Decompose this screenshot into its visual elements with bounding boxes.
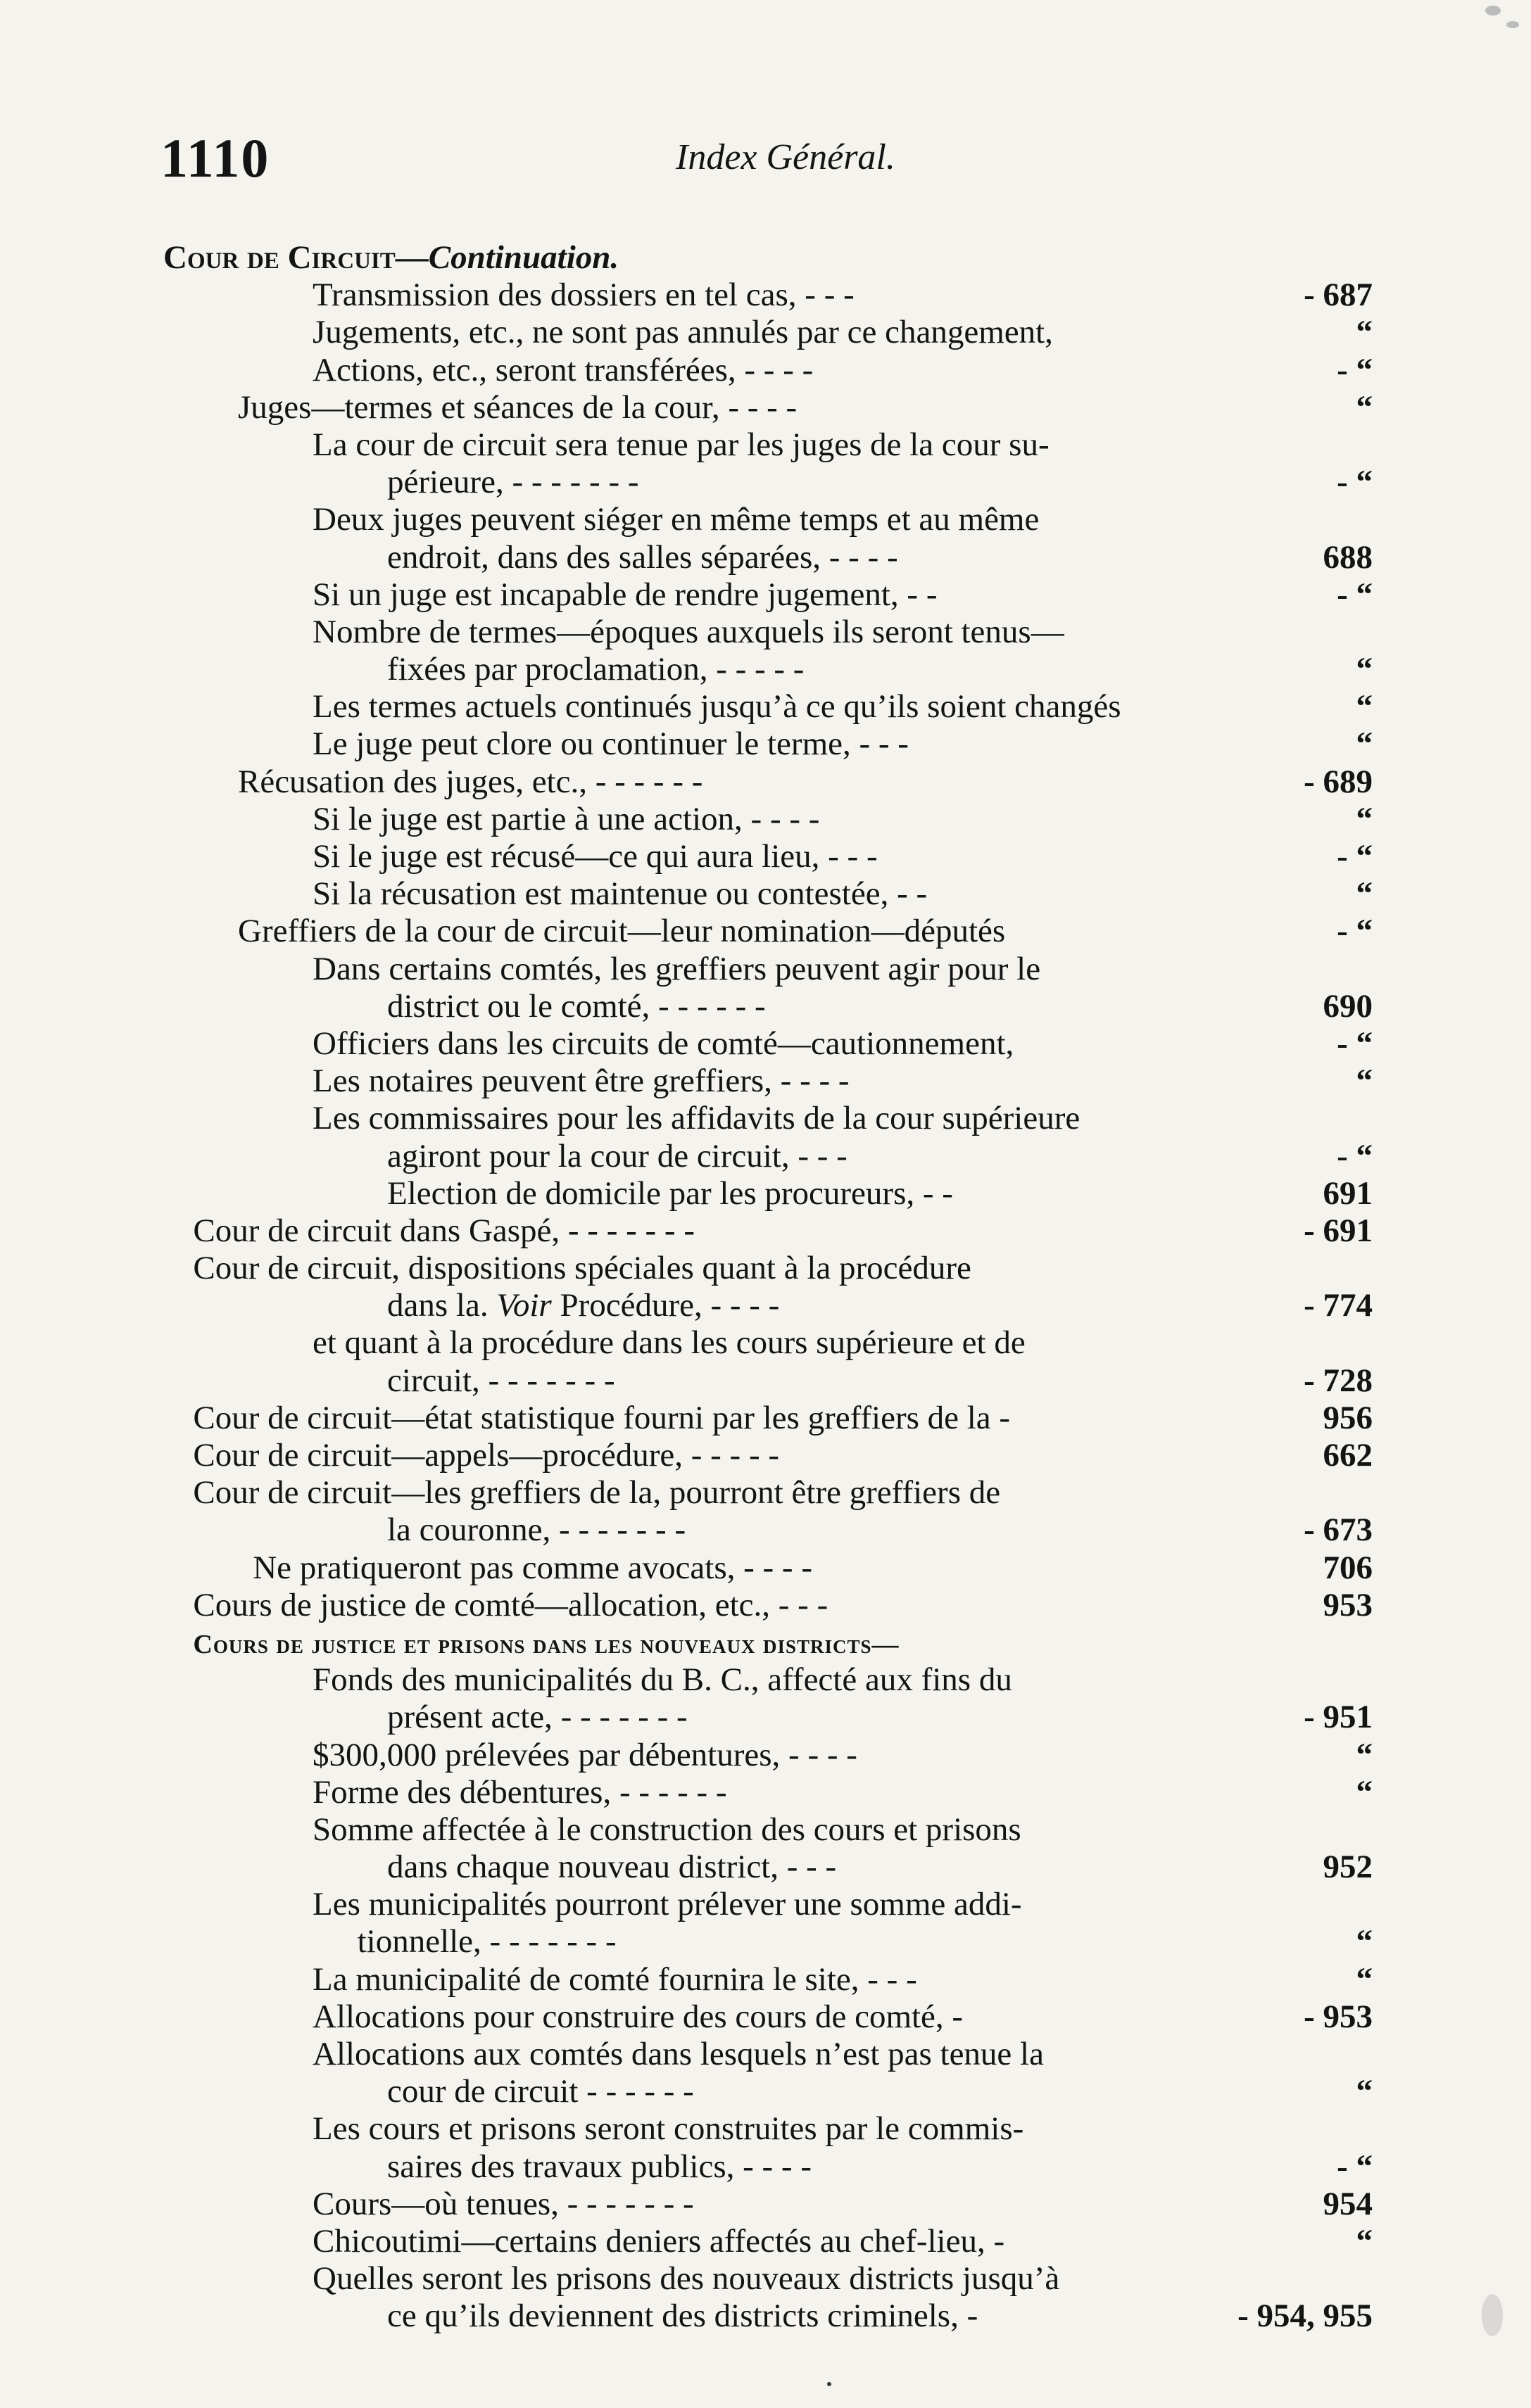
index-entry-text bbox=[313, 875, 927, 913]
index-entry-text bbox=[193, 1437, 779, 1474]
index-entry-text bbox=[387, 651, 804, 688]
speckle bbox=[827, 2382, 831, 2386]
entry-text: périeure, - - - - - - - bbox=[387, 464, 639, 501]
page-reference: - “ bbox=[1337, 913, 1373, 950]
page-reference: 953 bbox=[1323, 1586, 1373, 1623]
index-line bbox=[0, 1287, 1531, 1324]
entry-text: Forme des débentures, - - - - - - bbox=[313, 1773, 727, 1811]
page-header bbox=[0, 127, 1531, 197]
index-entry-text bbox=[193, 1212, 695, 1250]
index-entry-text bbox=[387, 2298, 978, 2335]
index-entry-text bbox=[313, 801, 819, 838]
index-entry-text bbox=[313, 576, 937, 614]
index-line bbox=[0, 277, 1531, 314]
page-reference: - 954, 955 bbox=[1237, 2298, 1373, 2335]
entry-text: district ou le comté, - - - - - - bbox=[387, 987, 766, 1025]
entry-text: tionnelle, - - - - - - - bbox=[357, 1923, 617, 1960]
index-entry-text bbox=[313, 2223, 1004, 2260]
index-entries bbox=[0, 239, 1531, 2336]
index-entry-text bbox=[387, 988, 766, 1025]
entry-text: Les notaires peuvent être greffiers, - - - - bbox=[313, 1063, 850, 1100]
page-reference: - 673 bbox=[1304, 1512, 1373, 1549]
page-number: 1110 bbox=[160, 127, 270, 189]
index-line bbox=[0, 1849, 1531, 1886]
index-line bbox=[0, 1774, 1531, 1811]
page-reference: - “ bbox=[1337, 1025, 1373, 1062]
speckle bbox=[1482, 2294, 1503, 2336]
entry-text: saires des travaux publics, - - - - bbox=[387, 2148, 812, 2185]
entry-text: Ne pratiqueront pas comme avocats, - - - - bbox=[253, 1549, 812, 1586]
entry-text: et quant à la procédure dans les cours supérieure et de bbox=[313, 1324, 1026, 1362]
index-line bbox=[0, 1512, 1531, 1549]
index-line bbox=[0, 725, 1531, 763]
page-reference: 688 bbox=[1323, 538, 1373, 576]
index-line bbox=[0, 2186, 1531, 2223]
entry-text: circuit, - - - - - - - bbox=[387, 1362, 615, 1399]
entry-text: Allocations pour construire des cours de comté, - bbox=[313, 1998, 964, 2035]
index-line bbox=[0, 464, 1531, 501]
index-entry-text bbox=[313, 1998, 963, 2036]
entry-text: Deux juges peuvent siéger en même temps et au même bbox=[313, 501, 1040, 538]
page-reference: - “ bbox=[1337, 351, 1373, 388]
page-reference: - 691 bbox=[1304, 1212, 1373, 1249]
index-entry-text bbox=[313, 1324, 1026, 1362]
page-reference: “ bbox=[1356, 388, 1373, 426]
entry-text: présent acte, - - - - - - - bbox=[387, 1699, 688, 1736]
page-reference: - “ bbox=[1337, 464, 1373, 501]
index-line bbox=[0, 389, 1531, 426]
index-entry-text bbox=[313, 838, 878, 875]
entry-text: Cours de justice de comté—allocation, etc., - - - bbox=[193, 1586, 828, 1623]
index-entry-text bbox=[387, 1287, 779, 1324]
index-line bbox=[0, 1437, 1531, 1474]
index-entry-text bbox=[313, 1063, 850, 1100]
index-entry-text bbox=[387, 1512, 686, 1549]
entry-text: Cour de circuit—état statistique fourni par les greffiers de la - bbox=[193, 1399, 1011, 1436]
page-reference: 690 bbox=[1323, 987, 1373, 1025]
index-entry-text bbox=[313, 1025, 1014, 1063]
entry-italic: Continuation. bbox=[428, 239, 619, 276]
entry-text: Si le juge est récusé—ce qui aura lieu, - - - bbox=[313, 838, 878, 875]
index-line bbox=[0, 2260, 1531, 2298]
page-reference: - 953 bbox=[1304, 1998, 1373, 2035]
entry-text: Jugements, etc., ne sont pas annulés par ce changement, bbox=[313, 314, 1053, 351]
entry-text: Cours—où tenues, - - - - - - - bbox=[313, 2185, 694, 2222]
index-line bbox=[0, 2148, 1531, 2186]
entry-text: endroit, dans des salles séparées, - - - - bbox=[387, 538, 898, 576]
index-entry-text bbox=[238, 389, 797, 426]
index-line bbox=[0, 1474, 1531, 1512]
page-reference: “ bbox=[1356, 2222, 1373, 2260]
index-entry-text bbox=[163, 239, 619, 277]
index-line bbox=[0, 1624, 1531, 1661]
index-line bbox=[0, 1661, 1531, 1699]
index-entry-text bbox=[387, 1849, 836, 1886]
index-line bbox=[0, 1998, 1531, 2036]
entry-text: cour de circuit - - - - - - bbox=[387, 2073, 694, 2110]
entry-text: ce qu’ils deviennent des districts criminels, - bbox=[387, 2298, 978, 2335]
entry-text: Dans certains comtés, les greffiers peuvent agir pour le bbox=[313, 950, 1041, 987]
page-reference: - “ bbox=[1337, 576, 1373, 613]
page-reference: 662 bbox=[1323, 1437, 1373, 1474]
index-entry-text bbox=[238, 913, 1005, 950]
speckle bbox=[1485, 6, 1501, 15]
entry-text: Chicoutimi—certains deniers affectés au chef-lieu, - bbox=[313, 2222, 1005, 2260]
index-line bbox=[0, 614, 1531, 651]
index-entry-text bbox=[313, 2186, 694, 2223]
index-line bbox=[0, 838, 1531, 875]
index-line bbox=[0, 1138, 1531, 1175]
entry-text: la couronne, - - - - - - - bbox=[387, 1512, 686, 1549]
index-entry-text bbox=[313, 725, 909, 763]
index-line bbox=[0, 2223, 1531, 2260]
index-line bbox=[0, 801, 1531, 838]
index-entry-text bbox=[387, 1362, 615, 1400]
entry-text: $300,000 prélevées par débentures, - - - - bbox=[313, 1736, 857, 1773]
entry-text: Le juge peut clore ou continuer le terme, - - - bbox=[313, 725, 909, 763]
entry-text: Election de domicile par les procureurs, - - bbox=[387, 1174, 953, 1212]
entry-text: Cours de justice et prisons dans les nouveaux districts— bbox=[193, 1629, 900, 1659]
index-line bbox=[0, 239, 1531, 277]
index-line bbox=[0, 352, 1531, 389]
index-line bbox=[0, 2110, 1531, 2148]
index-entry-text bbox=[387, 1175, 953, 1212]
page-reference: “ bbox=[1356, 1736, 1373, 1773]
index-entry-text bbox=[313, 614, 1064, 651]
entry-text: Fonds des municipalités du B. C., affecté aux fins du bbox=[313, 1661, 1012, 1699]
entry-text: dans chaque nouveau district, - - - bbox=[387, 1849, 837, 1886]
entry-text: Les municipalités pourront prélever une somme addi- bbox=[313, 1886, 1022, 1923]
index-line bbox=[0, 988, 1531, 1025]
index-entry-text bbox=[387, 1138, 848, 1175]
index-entry-text bbox=[387, 1699, 688, 1736]
index-line bbox=[0, 951, 1531, 988]
index-line bbox=[0, 1923, 1531, 1960]
entry-text: Cour de circuit dans Gaspé, - - - - - - - bbox=[193, 1212, 695, 1249]
entry-text: Officiers dans les circuits de comté—cautionnement, bbox=[313, 1025, 1014, 1062]
entry-text: Récusation des juges, etc., - - - - - - bbox=[238, 763, 703, 800]
entry-text: Nombre de termes—époques auxquels ils seront tenus— bbox=[313, 613, 1064, 650]
page-reference: - “ bbox=[1337, 2148, 1373, 2185]
index-line bbox=[0, 1250, 1531, 1287]
entry-text: La municipalité de comté fournira le site, - - - bbox=[313, 1960, 917, 1998]
page-reference: “ bbox=[1356, 1063, 1373, 1100]
page-reference: 691 bbox=[1323, 1174, 1373, 1212]
index-entry-text bbox=[313, 1886, 1022, 1923]
page-reference: “ bbox=[1356, 1960, 1373, 1998]
index-line bbox=[0, 576, 1531, 614]
entry-text: Les commissaires pour les affidavits de la cour supérieure bbox=[313, 1100, 1080, 1137]
index-line bbox=[0, 913, 1531, 950]
index-entry-text bbox=[387, 2073, 694, 2110]
index-entry-text bbox=[313, 1661, 1012, 1699]
entry-text: La cour de circuit sera tenue par les juges de la cour su- bbox=[313, 426, 1050, 463]
index-line bbox=[0, 539, 1531, 576]
page-reference: - “ bbox=[1337, 838, 1373, 875]
index-entry-text bbox=[313, 1961, 917, 1998]
entry-text: Si un juge est incapable de rendre jugement, - - bbox=[313, 576, 938, 613]
page-reference: - “ bbox=[1337, 1137, 1373, 1174]
page-reference: “ bbox=[1356, 651, 1373, 688]
entry-text: dans la. bbox=[387, 1287, 497, 1324]
index-line bbox=[0, 1811, 1531, 1849]
page-reference: “ bbox=[1356, 875, 1373, 913]
entry-text: Cour de circuit, dispositions spéciales quant à la procédure bbox=[193, 1250, 971, 1287]
index-entry-text bbox=[387, 539, 898, 576]
page-reference: - 687 bbox=[1304, 277, 1373, 314]
page-reference: “ bbox=[1356, 800, 1373, 837]
entry-text: Si le juge est partie à une action, - - - - bbox=[313, 800, 820, 837]
speckle bbox=[1506, 21, 1519, 28]
index-entry-text bbox=[313, 426, 1050, 464]
index-entry-text bbox=[193, 1624, 899, 1664]
index-entry-text bbox=[313, 1737, 857, 1774]
index-entry-text bbox=[193, 1587, 828, 1624]
index-entry-text bbox=[313, 951, 1040, 988]
entry-text: Somme affectée à le construction des cours et prisons bbox=[313, 1811, 1021, 1848]
index-line bbox=[0, 688, 1531, 725]
page-reference: 956 bbox=[1323, 1399, 1373, 1436]
entry-text: Allocations aux comtés dans lesquels n’est pas tenue la bbox=[313, 2036, 1044, 2072]
index-line bbox=[0, 651, 1531, 688]
index-line bbox=[0, 1961, 1531, 1998]
index-line bbox=[0, 1212, 1531, 1250]
index-line bbox=[0, 1362, 1531, 1400]
entry-text: Si la récusation est maintenue ou contestée, - - bbox=[313, 875, 928, 913]
index-line bbox=[0, 1699, 1531, 1736]
index-line bbox=[0, 1063, 1531, 1100]
entry-text: Greffiers de la cour de circuit—leur nomination—députés bbox=[238, 913, 1006, 950]
index-entry-text bbox=[193, 1474, 1000, 1512]
page-reference: “ bbox=[1356, 688, 1373, 725]
page-reference: “ bbox=[1356, 314, 1373, 351]
index-entry-text bbox=[313, 277, 855, 314]
entry-text-after: Procédure, - - - - bbox=[551, 1287, 780, 1324]
entry-text: Actions, etc., seront transférées, - - - - bbox=[313, 351, 814, 388]
entry-text: Les termes actuels continués jusqu’à ce qu’ils soient changés bbox=[313, 688, 1121, 725]
index-line bbox=[0, 1737, 1531, 1774]
index-entry-text bbox=[193, 1250, 971, 1287]
index-line bbox=[0, 1550, 1531, 1587]
index-entry-text bbox=[313, 501, 1039, 538]
entry-italic: Voir bbox=[496, 1287, 552, 1324]
index-line bbox=[0, 2036, 1531, 2073]
index-line bbox=[0, 1324, 1531, 1362]
page-reference: “ bbox=[1356, 1773, 1373, 1811]
page-reference: “ bbox=[1356, 2073, 1373, 2110]
entry-text: Cour de Circuit— bbox=[163, 239, 429, 276]
index-line bbox=[0, 314, 1531, 351]
page-reference: - 774 bbox=[1304, 1287, 1373, 1324]
index-entry-text bbox=[313, 314, 1053, 351]
index-entry-text bbox=[313, 352, 813, 389]
index-entry-text bbox=[387, 464, 639, 501]
index-entry-text bbox=[313, 1811, 1021, 1849]
index-line bbox=[0, 1175, 1531, 1212]
entry-text: Juges—termes et séances de la cour, - - - - bbox=[238, 388, 798, 426]
index-line bbox=[0, 1587, 1531, 1624]
index-entry-text bbox=[253, 1550, 812, 1587]
index-entry-text bbox=[313, 2110, 1023, 2148]
entry-text: Cour de circuit—appels—procédure, - - - - - bbox=[193, 1437, 780, 1474]
entry-text: agiront pour la cour de circuit, - - - bbox=[387, 1137, 848, 1174]
index-entry-text bbox=[313, 2260, 1059, 2298]
index-line bbox=[0, 426, 1531, 464]
index-entry-text bbox=[313, 688, 1121, 725]
page-reference: - 689 bbox=[1304, 763, 1373, 800]
page-reference: 952 bbox=[1323, 1849, 1373, 1886]
index-entry-text bbox=[387, 2148, 812, 2186]
page-reference: “ bbox=[1356, 725, 1373, 763]
index-line bbox=[0, 763, 1531, 801]
page-reference: - 728 bbox=[1304, 1362, 1373, 1399]
index-entry-text bbox=[238, 763, 703, 801]
page-reference: “ bbox=[1356, 1923, 1373, 1960]
index-entry-text bbox=[193, 1400, 1010, 1437]
entry-text: Quelles seront les prisons des nouveaux districts jusqu’à bbox=[313, 2260, 1060, 2298]
index-line bbox=[0, 2298, 1531, 2335]
page-reference: 954 bbox=[1323, 2185, 1373, 2222]
index-entry-text bbox=[313, 1100, 1080, 1137]
index-line bbox=[0, 1886, 1531, 1923]
entry-text: Transmission des dossiers en tel cas, - - - bbox=[313, 277, 855, 314]
index-line bbox=[0, 875, 1531, 913]
entry-text: Cour de circuit—les greffiers de la, pourront être greffiers de bbox=[193, 1474, 1001, 1512]
index-line bbox=[0, 1400, 1531, 1437]
entry-text: fixées par proclamation, - - - - - bbox=[387, 651, 805, 688]
entry-text: Les cours et prisons seront construites par le commis- bbox=[313, 2110, 1024, 2148]
page-reference: 706 bbox=[1323, 1549, 1373, 1586]
index-entry-text bbox=[313, 1774, 727, 1811]
index-line bbox=[0, 1025, 1531, 1063]
page-reference: - 951 bbox=[1304, 1699, 1373, 1736]
index-line bbox=[0, 501, 1531, 538]
running-title: Index Général. bbox=[676, 137, 895, 177]
index-line bbox=[0, 1100, 1531, 1137]
index-entry-text bbox=[313, 2036, 1044, 2073]
index-entry-text bbox=[358, 1923, 617, 1960]
index-line bbox=[0, 2073, 1531, 2110]
